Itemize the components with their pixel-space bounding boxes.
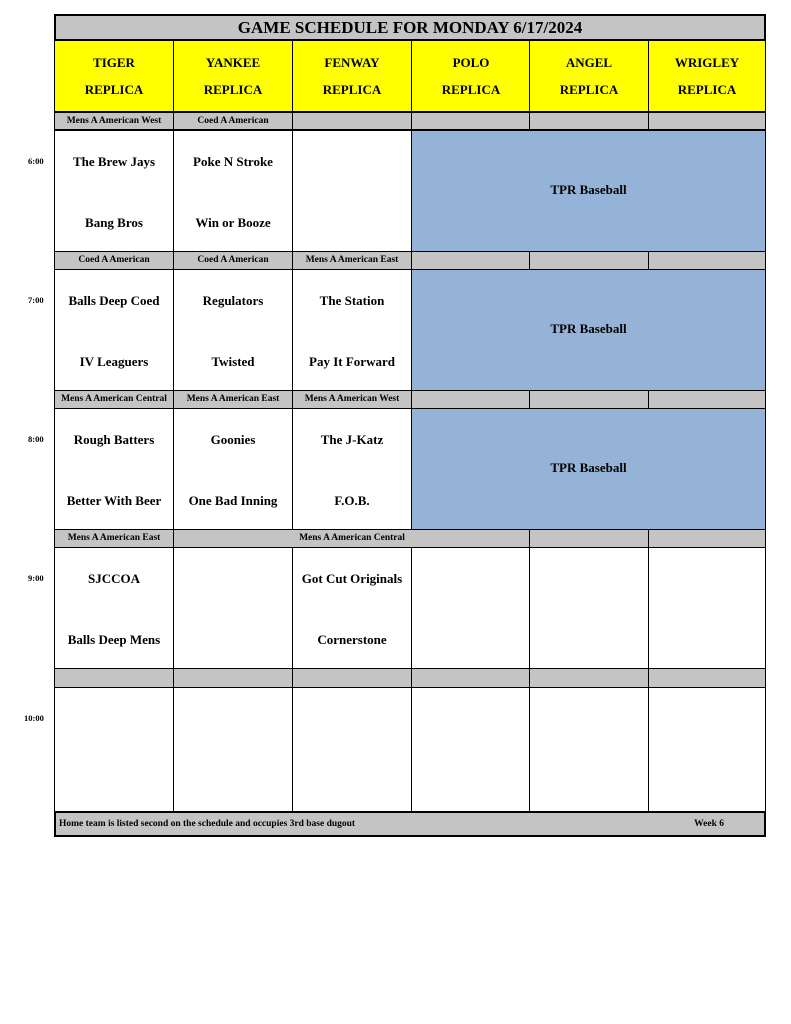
game-cell — [173, 269, 293, 391]
game-cell — [648, 547, 766, 669]
field-sub: REPLICA — [559, 82, 619, 97]
away-team: Goonies — [210, 432, 256, 447]
division-label — [411, 390, 531, 409]
division-label — [411, 251, 531, 270]
home-team: Pay It Forward — [309, 354, 395, 369]
game-cell — [292, 547, 412, 669]
game-cell — [292, 130, 412, 252]
game-cell — [173, 130, 293, 252]
field-name: FENWAY — [324, 55, 380, 70]
home-team: IV Leaguers — [79, 354, 149, 369]
division-label: Mens A American West — [54, 112, 174, 130]
page-title: GAME SCHEDULE FOR MONDAY 6/17/2024 — [54, 14, 766, 41]
footer-note: Home team is listed second on the schedule and occupies 3rd base dugout — [59, 819, 356, 829]
home-team: Bang Bros — [85, 215, 143, 230]
away-team: Poke N Stroke — [193, 154, 273, 169]
game-cell-empty — [529, 687, 649, 812]
game-cell — [54, 547, 174, 669]
division-label: Mens A American Central — [173, 529, 531, 548]
division-label — [648, 251, 766, 270]
away-team: SJCCOA — [87, 571, 140, 586]
away-team: The Station — [319, 293, 385, 308]
reserved-block: TPR Baseball — [411, 130, 766, 252]
division-label — [292, 112, 412, 130]
division-label — [648, 390, 766, 409]
home-team: Balls Deep Mens — [67, 632, 161, 647]
division-label: Mens A American Central — [54, 390, 174, 409]
game-cell — [54, 408, 174, 530]
division-label-blank — [648, 529, 766, 548]
division-label-blank — [529, 529, 649, 548]
field-sub: REPLICA — [441, 82, 501, 97]
time-label: 6:00 — [28, 156, 44, 166]
division-label-blank — [54, 668, 174, 688]
game-cell-empty — [173, 687, 293, 812]
field-name: ANGEL — [565, 55, 613, 70]
field-sub: REPLICA — [322, 82, 382, 97]
game-cell-empty — [411, 687, 531, 812]
away-team: Rough Batters — [73, 432, 155, 447]
division-label-blank — [529, 668, 649, 688]
game-cell — [292, 269, 412, 391]
time-label: 7:00 — [28, 295, 44, 305]
division-label-blank — [292, 668, 412, 688]
division-label: Coed A American — [173, 112, 293, 130]
away-team: Balls Deep Coed — [68, 293, 160, 308]
game-cell — [411, 547, 531, 669]
home-team: One Bad Inning — [188, 493, 278, 508]
division-label-blank — [173, 668, 293, 688]
division-label: Mens A American East — [292, 251, 412, 270]
field-header-fenway — [292, 40, 412, 112]
division-label-blank — [648, 668, 766, 688]
field-sub: REPLICA — [203, 82, 263, 97]
reserved-block: TPR Baseball — [411, 269, 766, 391]
time-label: 10:00 — [24, 713, 44, 723]
home-team: Win or Booze — [195, 215, 271, 230]
division-label — [529, 112, 649, 130]
division-label: Mens A American West — [292, 390, 412, 409]
division-label: Mens A American East — [54, 529, 174, 548]
game-cell — [54, 130, 174, 252]
game-cell — [173, 547, 293, 669]
week-label: Week 6 — [694, 819, 724, 829]
schedule-sheet — [54, 14, 766, 837]
footer-bar — [54, 811, 766, 837]
game-cell-empty — [54, 687, 174, 812]
home-team: Twisted — [211, 354, 255, 369]
game-cell-empty — [292, 687, 412, 812]
game-cell — [292, 408, 412, 530]
division-label: Mens A American East — [173, 390, 293, 409]
field-header-tiger — [54, 40, 174, 112]
field-name: YANKEE — [205, 55, 261, 70]
division-label — [411, 112, 531, 130]
division-label: Coed A American — [173, 251, 293, 270]
division-label: Coed A American — [54, 251, 174, 270]
field-name: POLO — [452, 55, 490, 70]
away-team: The J-Katz — [320, 432, 384, 447]
division-label — [648, 112, 766, 130]
field-header-polo — [411, 40, 531, 112]
field-name: TIGER — [93, 55, 135, 70]
home-team: Better With Beer — [66, 493, 162, 508]
away-team: Got Cut Originals — [301, 571, 403, 586]
field-sub: REPLICA — [84, 82, 144, 97]
time-label: 8:00 — [28, 434, 44, 444]
game-cell — [173, 408, 293, 530]
time-label: 9:00 — [28, 573, 44, 583]
field-header-wrigley — [648, 40, 766, 112]
home-team: F.O.B. — [334, 493, 370, 508]
division-label — [529, 251, 649, 270]
division-label-blank — [411, 668, 531, 688]
away-team: The Brew Jays — [72, 154, 156, 169]
home-team: Cornerstone — [317, 632, 387, 647]
reserved-block: TPR Baseball — [411, 408, 766, 530]
away-team: Regulators — [202, 293, 264, 308]
division-label — [529, 390, 649, 409]
field-header-angel — [529, 40, 649, 112]
field-name: WRIGLEY — [674, 55, 740, 70]
field-header-yankee — [173, 40, 293, 112]
field-sub: REPLICA — [677, 82, 737, 97]
game-cell-empty — [648, 687, 766, 812]
game-cell — [529, 547, 649, 669]
game-cell — [54, 269, 174, 391]
